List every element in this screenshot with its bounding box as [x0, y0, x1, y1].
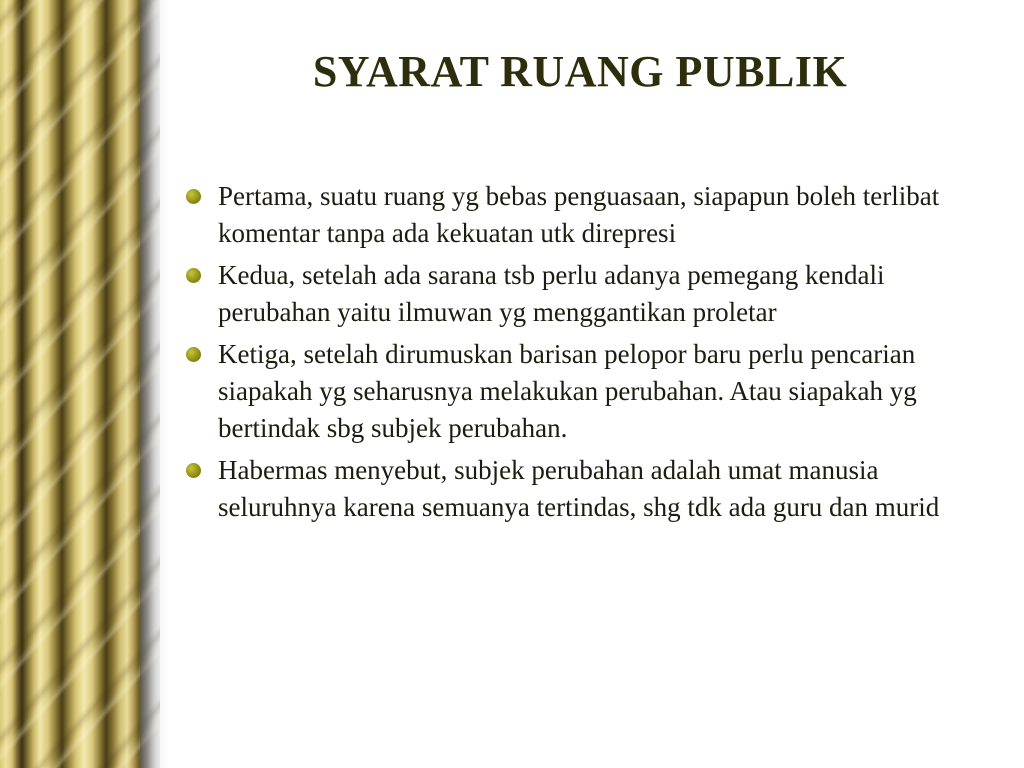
- column-shadow: [140, 0, 170, 768]
- decorative-gold-column: [0, 0, 160, 768]
- bullet-text: Pertama, suatu ruang yg bebas penguasaan, siapapun boleh terlibat komentar tanpa ada kekuatan utk direpresi: [218, 181, 940, 248]
- bullet-text: Habermas menyebut, subjek perubahan adalah umat manusia seluruhnya karena semuanya tertindas, shg tdk ada guru dan murid: [218, 455, 940, 522]
- bullet-dot-icon: [186, 347, 201, 362]
- bullet-item: [186, 452, 996, 526]
- bullet-item: [186, 257, 996, 331]
- bullet-item: [186, 336, 996, 447]
- bullet-dot-icon: [186, 189, 201, 204]
- bullet-item: [186, 178, 996, 252]
- bullet-text: Kedua, setelah ada sarana tsb perlu adanya pemegang kendali perubahan yaitu ilmuwan yg menggantikan proletar: [218, 260, 885, 327]
- bullet-list: [186, 178, 996, 531]
- bullet-dot-icon: [186, 463, 201, 478]
- bullet-text: Ketiga, setelah dirumuskan barisan pelopor baru perlu pencarian siapakah yg seharusnya melakukan perubahan. Atau siapakah yg bertindak sbg subjek perubahan.: [218, 339, 917, 443]
- bullet-dot-icon: [186, 268, 201, 283]
- slide-title: SYARAT RUANG PUBLIK: [312, 47, 848, 96]
